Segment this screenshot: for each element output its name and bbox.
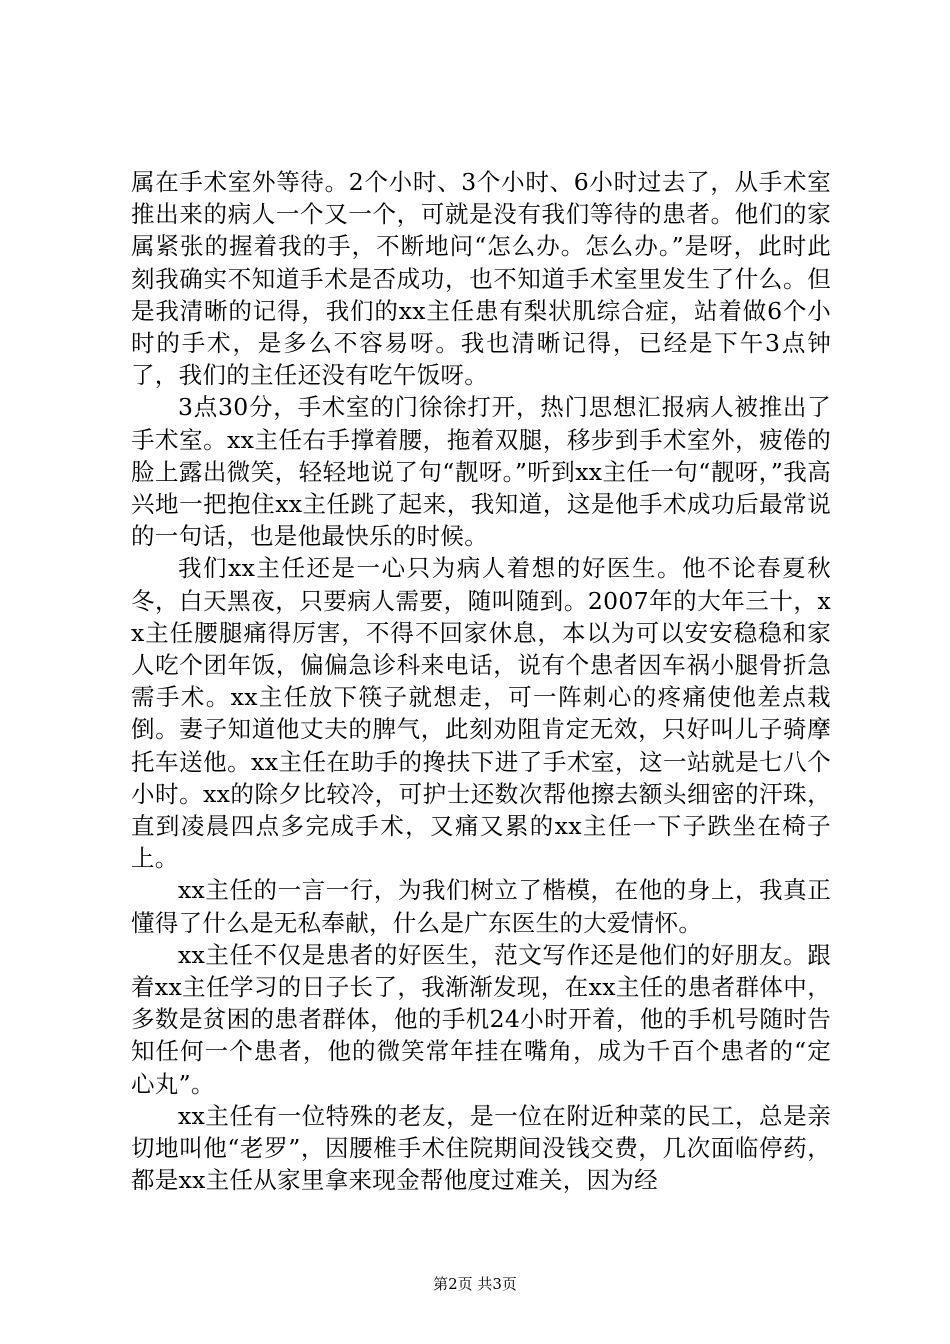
paragraph-3: 我们xx主任还是一心只为病人着想的好医生。他不论春夏秋冬，白天黑夜，只要病人需要，随叫随到。2007年的大年三十，xx主任腰腿痛得厉害，不得不回家休息，本以为可以安安稳稳和家人吃个团年饭，偏偏急诊科来电话，说有个患者因车祸小腿骨折急需手术。xx主任放下筷子就想走，可一阵刺心的疼痛使他差点栽倒。妻子知道他丈夫的脾气，此刻劝阻肯定无效，只好叫儿子骑摩托车送他。xx主任在助手的搀扶下进了手术室，这一站就是七八个小时。xx的除夕比较冷，可护士还数次帮他擦去额头细密的汗珠，直到凌晨四点多完成手术，又痛又累的xx主任一下子跌坐在椅子上。	[131, 554, 831, 873]
paragraph-2: 3点30分，手术室的门徐徐打开，热门思想汇报病人被推出了手术室。xx主任右手撑着腰，拖着双腿，移步到手术室外，疲倦的脸上露出微笑，轻轻地说了句“靓呀。”听到xx主任一句“靓呀，”我高兴地一把抱住xx主任跳了起来，我知道，这是他手术成功后最常说的一句话，也是他最快乐的时候。	[131, 393, 831, 551]
paragraph-6: xx主任有一位特殊的老友，是一位在附近种菜的民工，总是亲切地叫他“老罗”，因腰椎手术住院期间没钱交费，几次面临停药，都是xx主任从家里拿来现金帮他度过难关，因为经	[131, 1101, 831, 1195]
page-footer: 第2页 共3页	[433, 1275, 517, 1293]
document-body	[131, 166, 831, 1197]
paragraph-5: xx主任不仅是患者的好医生，范文写作还是他们的好朋友。跟着xx主任学习的日子长了，我渐渐发现，在xx主任的患者群体中，多数是贫困的患者群体，他的手机24小时开着，他的手机号随时告知任何一个患者，他的微笑常年挂在嘴角，成为千百个患者的“定心丸”。	[131, 940, 831, 1098]
paragraph-4: xx主任的一言一行，为我们树立了楷模，在他的身上，我真正懂得了什么是无私奉献，什么是广东医生的大爱情怀。	[131, 876, 831, 937]
paragraph-1: 属在手术室外等待。2个小时、3个小时、6小时过去了，从手术室推出来的病人一个又一个，可就是没有我们等待的患者。他们的家属紧张的握着我的手，不断地问“怎么办。怎么办。”是呀，此时此刻我确实不知道手术是否成功，也不知道手术室里发生了什么。但是我清晰的记得，我们的xx主任患有梨状肌综合症，站着做6个小时的手术，是多么不容易呀。我也清晰记得，已经是下午3点钟了，我们的主任还没有吃午饭呀。	[131, 168, 831, 390]
